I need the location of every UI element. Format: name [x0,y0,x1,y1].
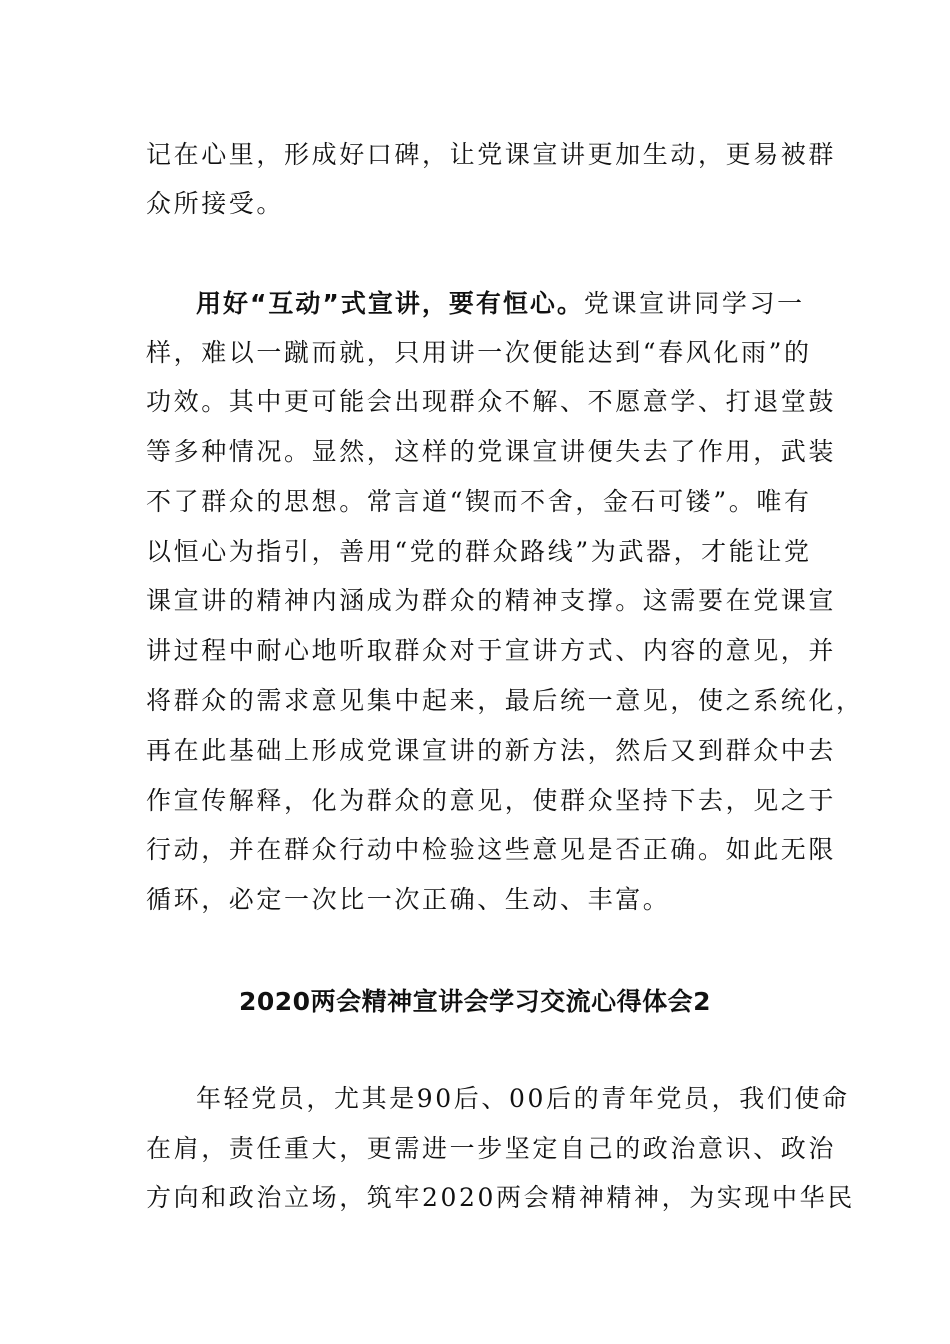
paragraph-line: 方向和政治立场，筑牢2020两会精神精神，为实现中华民 [146,1183,855,1212]
section-heading: 2020两会精神宣讲会学习交流心得体会2 [239,987,711,1016]
paragraph-line: 循环，必定一次比一次正确、生动、丰富。 [146,885,671,914]
paragraph-line: 在肩，责任重大，更需进一步坚定自己的政治意识、政治 [146,1134,837,1163]
paragraph-line: 作宣传解释，化为群众的意见，使群众坚持下去，见之于 [146,786,837,815]
paragraph-line: 将群众的需求意见集中起来，最后统一意见，使之系统化， [146,686,864,715]
paragraph-line: 课宣讲的精神内涵成为群众的精神支撑。这需要在党课宣 [146,586,837,615]
paragraph-line: 再在此基础上形成党课宣讲的新方法，然后又到群众中去 [146,736,837,765]
paragraph-lead-bold: 用好“互动”式宣讲，要有恒心。 [196,289,584,318]
paragraph-line: 讲过程中耐心地听取群众对于宣讲方式、内容的意见，并 [146,636,837,665]
paragraph-line: 不了群众的思想。常言道“锲而不舍，金石可镂”。唯有 [146,487,812,516]
paragraph-line: 行动，并在群众行动中检验这些意见是否正确。如此无限 [146,835,837,864]
paragraph-first-line: 年轻党员，尤其是90后、00后的青年党员，我们使命 [196,1084,850,1113]
paragraph-line: 记在心里，形成好口碑，让党课宣讲更加生动，更易被群 [146,140,837,169]
paragraph-text: 党课宣讲同学习一 [583,289,805,318]
paragraph-line: 众所接受。 [146,189,285,218]
paragraph-line: 样，难以一蹴而就，只用讲一次便能达到“春风化雨”的 [146,338,812,367]
paragraph-first-line [196,288,805,320]
paragraph-line: 功效。其中更可能会出现群众不解、不愿意学、打退堂鼓 [146,387,837,416]
paragraph-line: 等多种情况。显然，这样的党课宣讲便失去了作用，武装 [146,437,837,466]
paragraph-line: 以恒心为指引，善用“党的群众路线”为武器，才能让党 [146,537,812,566]
